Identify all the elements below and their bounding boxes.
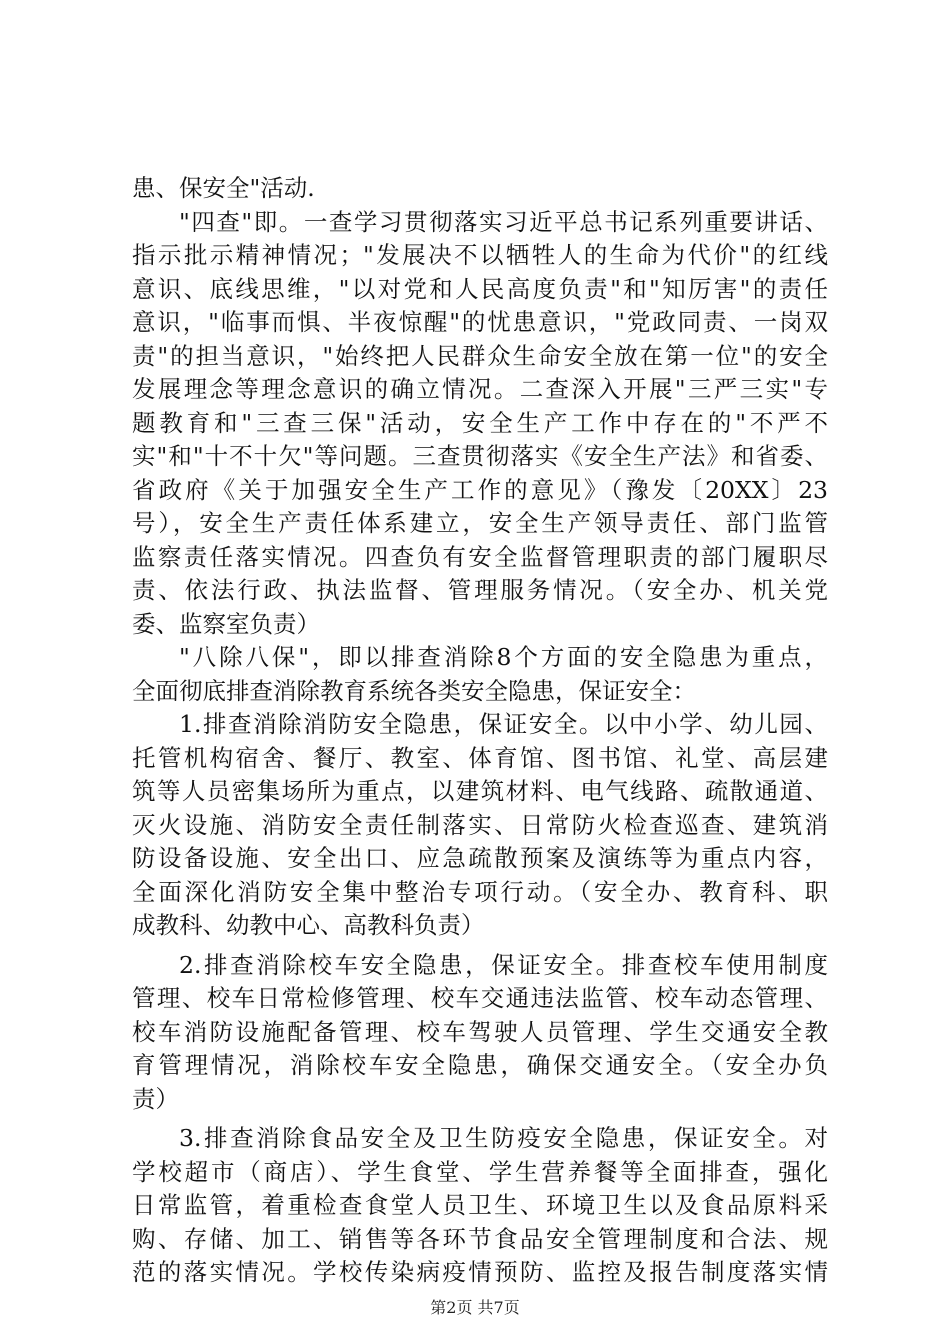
text-line: 委、监察室负责） [132,609,320,638]
text-line: 全面深化消防安全集中整治专项行动。（安全办、教育科、职 [132,877,828,906]
text-line: 省政府《关于加强安全生产工作的意见》（豫发〔20XX〕23 [132,475,828,504]
text-line: 发展理念等理念意识的确立情况。二查深入开展"三严三实"专 [132,375,828,403]
text-line: "八除八保"，即以排查消除8个方面的安全隐患为重点， [179,643,828,671]
text-line: 题教育和"三查三保"活动，安全生产工作中存在的"不严不 [132,408,828,437]
text-line: 购、存储、加工、销售等各环节食品安全管理制度和合法、规 [132,1224,828,1253]
text-line: 1.排查消除消防安全隐患，保证安全。以中小学、幼儿园、 [179,710,828,738]
text-line: 实"和"十不十欠"等问题。三查贯彻落实《安全生产法》和省委、 [132,442,828,470]
text-line: 管理、校车日常检修管理、校车交通违法监管、校车动态管理、 [132,984,828,1012]
text-line: 3.排查消除食品安全及卫生防疫安全隐患，保证安全。对 [179,1124,828,1152]
text-line: 责"的担当意识，"始终把人民群众生命安全放在第一位"的安全 [132,341,828,370]
document-body [132,172,828,1290]
text-line: 2.排查消除校车安全隐患，保证安全。排查校车使用制度 [179,950,828,979]
text-line: 成教科、幼教中心、高教科负责） [132,911,485,939]
text-line: 全面彻底排查消除教育系统各类安全隐患，保证安全： [132,676,696,705]
text-line: 意识、底线思维，"以对党和人民高度负责"和"知厉害"的责任 [132,274,828,303]
text-line: 托管机构宿舍、餐厅、教室、体育馆、图书馆、礼堂、高层建 [132,743,828,772]
text-line: 指示批示精神情况；"发展决不以牺牲人的生命为代价"的红线 [132,241,828,269]
text-line: 日常监管，着重检查食堂人员卫生、环境卫生以及食品原料采 [132,1191,828,1219]
text-line: 范的落实情况。学校传染病疫情预防、监控及报告制度落实情 [132,1258,828,1286]
text-line: 学校超市（商店）、学生食堂、学生营养餐等全面排查，强化 [132,1157,828,1186]
text-line: 灭火设施、消防安全责任制落实、日常防火检查巡查、建筑消 [132,810,828,839]
text-line: 筑等人员密集场所为重点，以建筑材料、电气线路、疏散通道、 [132,777,828,805]
text-line: 责、依法行政、执法监督、管理服务情况。（安全办、机关党 [132,576,828,604]
text-line: 责） [132,1084,179,1113]
text-line: "四查"即。一查学习贯彻落实习近平总书记系列重要讲话、 [179,207,828,236]
text-line: 防设备设施、安全出口、应急疏散预案及演练等为重点内容， [132,844,828,872]
text-line: 意识，"临事而惧、半夜惊醒"的忧患意识，"党政同责、一岗双 [132,308,828,336]
text-line: 校车消防设施配备管理、校车驾驶人员管理、学生交通安全教 [132,1017,828,1046]
text-line: 患、保安全"活动. [132,174,315,202]
page-number-footer: 第2页 共7页 [430,1298,520,1317]
text-line: 育管理情况，消除校车安全隐患，确保交通安全。（安全办负 [132,1051,828,1079]
text-line: 监察责任落实情况。四查负有安全监督管理职责的部门履职尽 [132,542,828,571]
text-line: 号），安全生产责任体系建立，安全生产领导责任、部门监管 [132,509,828,537]
